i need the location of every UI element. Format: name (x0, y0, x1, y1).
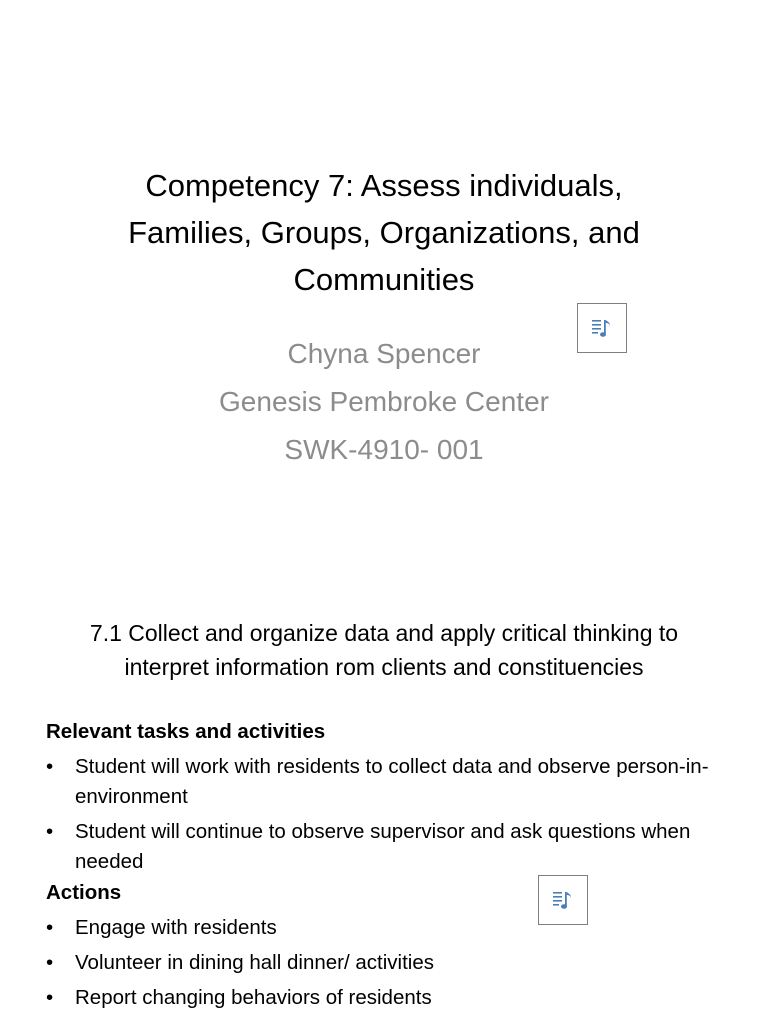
title-line: Competency 7: Assess individuals, (145, 168, 623, 203)
title-line: 7.1 Collect and organize data and apply critical thinking to (89, 620, 679, 646)
slide-title (40, 162, 728, 303)
bullet-icon: • (46, 951, 54, 974)
list-item-text: Report changing behaviors of residents (75, 986, 432, 1009)
bullet-icon: • (46, 916, 54, 939)
list-item-text: Volunteer in dining hall dinner/ activities (75, 951, 434, 974)
slide-subtitle (80, 330, 688, 474)
list-item-text: Student will continue to observe supervisor and ask questions when needed (75, 820, 691, 873)
title-line: Communities (293, 262, 475, 297)
list-item (46, 752, 736, 812)
bullet-icon: • (46, 820, 54, 843)
list-item (46, 948, 736, 978)
bullet-icon: • (46, 986, 54, 1009)
slide-body (46, 717, 736, 1013)
list-item (46, 983, 736, 1013)
presenter-name: Chyna Spencer (287, 338, 481, 369)
audio-file-icon[interactable] (538, 875, 588, 925)
title-line: interpret information rom clients and constituencies (124, 654, 644, 680)
slide-title (30, 616, 738, 684)
course-code: SWK-4910- 001 (284, 434, 484, 465)
audio-glyph-icon (551, 888, 575, 912)
organization-name: Genesis Pembroke Center (219, 386, 549, 417)
actions-heading: Actions (46, 881, 122, 904)
title-line: Families, Groups, Organizations, and (128, 215, 640, 250)
bullet-icon: • (46, 755, 54, 778)
list-item-text: Engage with residents (75, 916, 277, 939)
list-item (46, 817, 736, 877)
list-item-text: Student will work with residents to collect data and observe person-in-environment (75, 755, 709, 808)
content-slide (0, 576, 768, 1024)
tasks-heading: Relevant tasks and activities (46, 720, 326, 743)
list-item (46, 913, 736, 943)
